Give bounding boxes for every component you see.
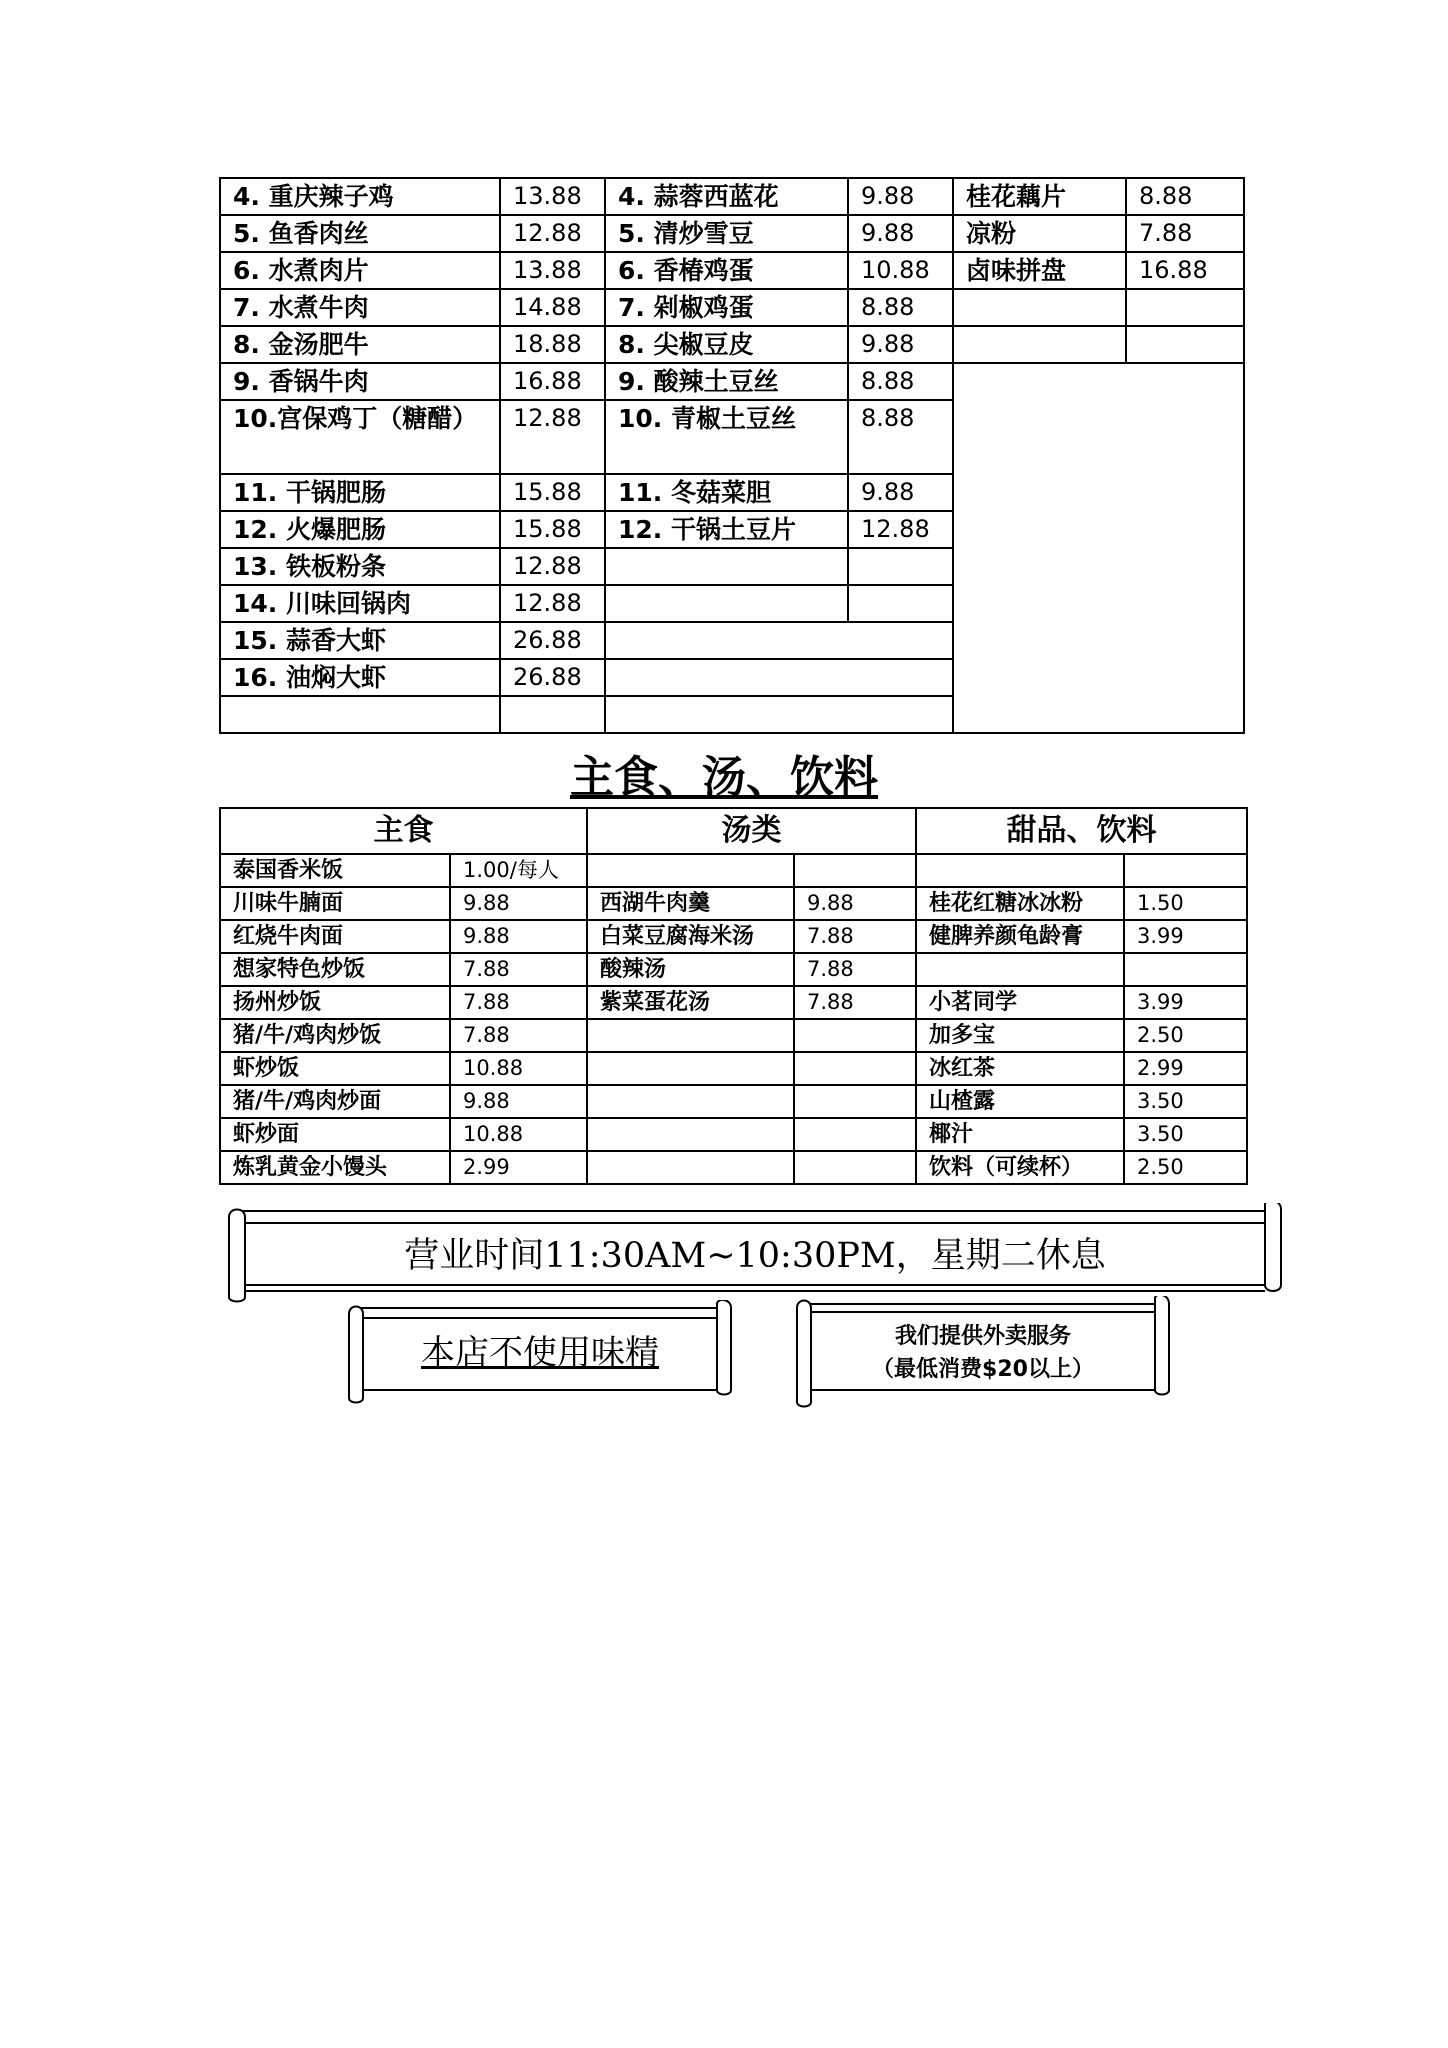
table-row [220, 252, 1244, 289]
dish-name: 10. 青椒土豆丝 [605, 400, 848, 474]
soup-name [587, 1085, 794, 1118]
staple-name: 泰国香米饭 [220, 854, 450, 887]
soup-name: 酸辣汤 [587, 953, 794, 986]
table-row [220, 1118, 1247, 1151]
dish-name: 15. 蒜香大虾 [220, 622, 500, 659]
staple-price: 7.88 [450, 986, 587, 1019]
dish-price: 9.88 [848, 326, 953, 363]
dish-price: 8.88 [848, 400, 953, 474]
staple-price: 10.88 [450, 1052, 587, 1085]
dish-name: 14. 川味回锅肉 [220, 585, 500, 622]
column-header-staples: 主食 [220, 808, 587, 854]
dish-price: 16.88 [500, 363, 605, 400]
soup-name: 白菜豆腐海米汤 [587, 920, 794, 953]
dish-price: 12.88 [500, 215, 605, 252]
soup-name [587, 1019, 794, 1052]
soup-name: 紫菜蛋花汤 [587, 986, 794, 1019]
soup-price [794, 1151, 916, 1184]
empty-cell [953, 326, 1126, 363]
dish-name: 7. 剁椒鸡蛋 [605, 289, 848, 326]
soup-price [794, 854, 916, 887]
table-header-row [220, 808, 1247, 854]
drink-name: 冰红茶 [916, 1052, 1124, 1085]
staple-price: 1.00/每人 [450, 854, 587, 887]
dish-price: 9.88 [848, 474, 953, 511]
dish-name: 12. 火爆肥肠 [220, 511, 500, 548]
dish-price: 12.88 [848, 511, 953, 548]
dish-name: 11. 冬菇菜胆 [605, 474, 848, 511]
dish-name: 9. 香锅牛肉 [220, 363, 500, 400]
no-msg-banner [345, 1300, 735, 1405]
delivery-line-1: 我们提供外卖服务 [894, 1324, 1071, 1349]
soup-price: 9.88 [794, 887, 916, 920]
empty-cell [1126, 289, 1244, 326]
drink-price: 2.50 [1124, 1019, 1247, 1052]
table-row [220, 1085, 1247, 1118]
dish-name: 9. 酸辣土豆丝 [605, 363, 848, 400]
drink-price: 1.50 [1124, 887, 1247, 920]
drink-name [916, 854, 1124, 887]
dish-price: 18.88 [500, 326, 605, 363]
dish-price: 10.88 [848, 252, 953, 289]
staple-name: 虾炒面 [220, 1118, 450, 1151]
business-hours-banner [225, 1203, 1285, 1303]
soup-price [794, 1019, 916, 1052]
drink-price [1124, 854, 1247, 887]
dish-price: 26.88 [500, 659, 605, 696]
drink-price: 3.99 [1124, 986, 1247, 1019]
soup-name [587, 854, 794, 887]
soup-price: 7.88 [794, 986, 916, 1019]
empty-cell [220, 696, 500, 733]
soup-price: 7.88 [794, 920, 916, 953]
drink-name: 加多宝 [916, 1019, 1124, 1052]
table-row [220, 854, 1247, 887]
empty-cell [953, 363, 1244, 733]
soup-name [587, 1052, 794, 1085]
drink-name: 椰汁 [916, 1118, 1124, 1151]
empty-cell [500, 696, 605, 733]
table-row [220, 363, 1244, 400]
dish-name: 16. 油焖大虾 [220, 659, 500, 696]
staple-name: 猪/牛/鸡肉炒饭 [220, 1019, 450, 1052]
drink-name [916, 953, 1124, 986]
staple-name: 虾炒饭 [220, 1052, 450, 1085]
soup-price [794, 1052, 916, 1085]
dish-name: 7. 水煮牛肉 [220, 289, 500, 326]
table-row [220, 887, 1247, 920]
table-row [220, 1052, 1247, 1085]
dish-price: 15.88 [500, 511, 605, 548]
table-row [220, 1151, 1247, 1184]
section-title: 主食、汤、饮料 [570, 752, 878, 803]
table-row [220, 178, 1244, 215]
dish-price: 7.88 [1126, 215, 1244, 252]
empty-cell [605, 585, 848, 622]
staple-name: 川味牛腩面 [220, 887, 450, 920]
empty-cell [848, 548, 953, 585]
drink-name: 山楂露 [916, 1085, 1124, 1118]
dish-price: 8.88 [848, 289, 953, 326]
dish-name: 13. 铁板粉条 [220, 548, 500, 585]
dish-name: 5. 清炒雪豆 [605, 215, 848, 252]
empty-cell [848, 585, 953, 622]
delivery-text [793, 1320, 1173, 1386]
dish-price: 26.88 [500, 622, 605, 659]
table-row [220, 1019, 1247, 1052]
delivery-line-2: （最低消费$20以上） [872, 1357, 1094, 1382]
empty-cell [953, 289, 1126, 326]
dish-name: 10.宫保鸡丁（糖醋） [220, 400, 500, 474]
dish-price: 13.88 [500, 178, 605, 215]
drink-price: 2.50 [1124, 1151, 1247, 1184]
drink-name: 小茗同学 [916, 986, 1124, 1019]
dish-name: 4. 蒜蓉西蓝花 [605, 178, 848, 215]
staple-price: 7.88 [450, 1019, 587, 1052]
dish-price: 14.88 [500, 289, 605, 326]
dish-name: 凉粉 [953, 215, 1126, 252]
dish-price: 13.88 [500, 252, 605, 289]
drink-price: 3.50 [1124, 1085, 1247, 1118]
empty-cell [605, 548, 848, 585]
table-row [220, 920, 1247, 953]
staple-price: 9.88 [450, 1085, 587, 1118]
empty-cell [605, 696, 953, 733]
staple-name: 想家特色炒饭 [220, 953, 450, 986]
staple-name: 炼乳黄金小馒头 [220, 1151, 450, 1184]
dish-name: 桂花藕片 [953, 178, 1126, 215]
dish-price: 12.88 [500, 585, 605, 622]
staple-price: 9.88 [450, 887, 587, 920]
business-hours-text: 营业时间11:30AM~10:30PM，星期二休息 [404, 1236, 1106, 1276]
delivery-banner [793, 1296, 1173, 1411]
drink-price [1124, 953, 1247, 986]
soup-price [794, 1118, 916, 1151]
dish-name: 8. 金汤肥牛 [220, 326, 500, 363]
staple-name: 红烧牛肉面 [220, 920, 450, 953]
soup-price: 7.88 [794, 953, 916, 986]
dish-name: 8. 尖椒豆皮 [605, 326, 848, 363]
table-row [220, 326, 1244, 363]
dish-name: 12. 干锅土豆片 [605, 511, 848, 548]
dish-name: 11. 干锅肥肠 [220, 474, 500, 511]
menu-body [220, 854, 1247, 1184]
dish-name: 5. 鱼香肉丝 [220, 215, 500, 252]
table-row [220, 953, 1247, 986]
dish-price: 9.88 [848, 215, 953, 252]
drink-name: 饮料（可续杯） [916, 1151, 1124, 1184]
dish-price: 8.88 [848, 363, 953, 400]
soup-price [794, 1085, 916, 1118]
dish-name: 6. 水煮肉片 [220, 252, 500, 289]
table-row [220, 289, 1244, 326]
table-row [220, 986, 1247, 1019]
soup-name: 西湖牛肉羹 [587, 887, 794, 920]
dish-price: 8.88 [1126, 178, 1244, 215]
drink-name: 桂花红糖冰冰粉 [916, 887, 1124, 920]
drink-price: 2.99 [1124, 1052, 1247, 1085]
empty-cell [605, 659, 953, 696]
empty-cell [605, 622, 953, 659]
empty-cell [1126, 326, 1244, 363]
staple-price: 7.88 [450, 953, 587, 986]
drink-price: 3.50 [1124, 1118, 1247, 1151]
dish-price: 12.88 [500, 548, 605, 585]
menu-table [219, 807, 1248, 1185]
dish-name: 6. 香椿鸡蛋 [605, 252, 848, 289]
dish-price: 12.88 [500, 400, 605, 474]
drink-name: 健脾养颜龟龄膏 [916, 920, 1124, 953]
no-msg-text: 本店不使用味精 [421, 1333, 659, 1373]
dish-price: 16.88 [1126, 252, 1244, 289]
dish-name: 4. 重庆辣子鸡 [220, 178, 500, 215]
column-header-drinks: 甜品、饮料 [916, 808, 1247, 854]
dish-price: 15.88 [500, 474, 605, 511]
staple-price: 10.88 [450, 1118, 587, 1151]
staple-price: 2.99 [450, 1151, 587, 1184]
staple-name: 扬州炒饭 [220, 986, 450, 1019]
soup-name [587, 1118, 794, 1151]
column-header-soups: 汤类 [587, 808, 916, 854]
soup-name [587, 1151, 794, 1184]
drink-price: 3.99 [1124, 920, 1247, 953]
staple-name: 猪/牛/鸡肉炒面 [220, 1085, 450, 1118]
dish-table [219, 177, 1245, 734]
dish-price: 9.88 [848, 178, 953, 215]
table-row [220, 215, 1244, 252]
staple-price: 9.88 [450, 920, 587, 953]
dish-name: 卤味拼盘 [953, 252, 1126, 289]
